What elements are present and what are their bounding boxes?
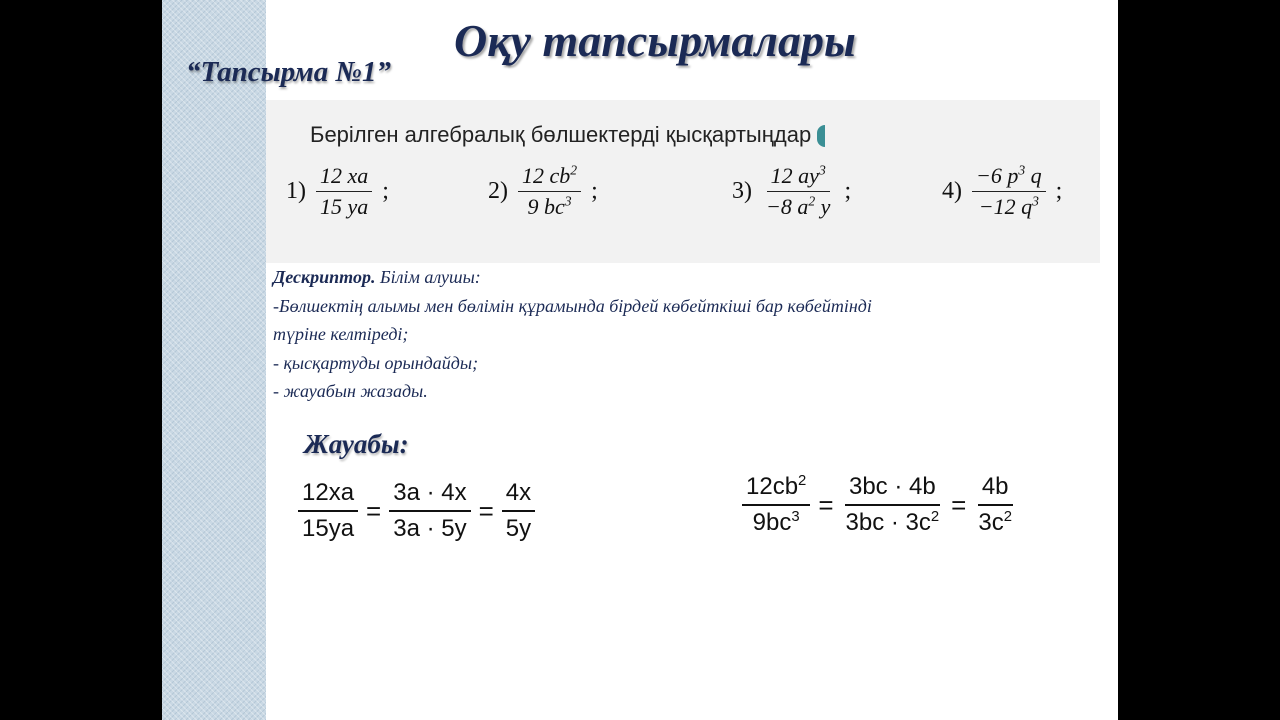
fraction: $\frac{12 xa}{15 ya}$ (316, 164, 372, 219)
textbook-excerpt-image (266, 100, 1100, 263)
decorative-side-strip (162, 0, 266, 720)
fraction: $\frac{12cb^2}{9bc^3}$ (742, 474, 810, 537)
fraction: $\frac{3bc \cdot 4b}{3bc \cdot 3c^2}$ (845, 473, 940, 537)
slide-title: Оқу тапсырмалары (454, 15, 856, 66)
problem-3: 3) $\frac{12 ay^3}{-8 a^2 y}$ ; (732, 162, 852, 220)
slide (162, 0, 1118, 720)
problem-4: 4) $\frac{-6 p^3 q}{-12 q^3}$ ; (942, 162, 1063, 220)
descriptor-line: түріне келтіреді; (273, 324, 409, 344)
fraction: $\frac{-6 p^3 q}{-12 q^3}$ (972, 164, 1046, 219)
fraction: $\frac{4x}{5y}$ (502, 480, 535, 543)
fraction: $\frac{12 ay^3}{-8 a^2 y}$ (766, 162, 831, 220)
cut-off-marker (817, 125, 825, 147)
descriptor-heading-line: Дескриптор. Білім алушы: (273, 267, 481, 287)
descriptor-line: - жауабын жазады. (273, 381, 428, 401)
descriptor-line: - қысқартуды орындайды; (273, 352, 479, 373)
problem-1: 1) $\frac{12 xa}{15 ya}$ ; (286, 163, 389, 220)
descriptor-block (273, 263, 872, 406)
answer-label: Жауабы: (304, 429, 409, 459)
answer-equation-2: $\frac{12cb^2}{9bc^3}$ = $\frac{3bc \cdot 4b}{3bc \cdot 3c^2}$ = $\frac{4b}{3c^2}$ (742, 474, 1016, 537)
fraction: $\frac{4b}{3c^2}$ (978, 473, 1012, 537)
problem-2: 2) $\frac{12 cb^2}{9 bc^3}$ ; (488, 162, 598, 220)
fraction: $\frac{12xa}{15ya}$ (298, 480, 358, 543)
textbook-instruction: Берілген алгебралық бөлшектерді қысқартыңдар (310, 122, 825, 148)
descriptor-line: -Бөлшектің алымы мен бөлімін құрамында бірдей көбейткіші бар көбейтінді (273, 295, 872, 316)
fraction: $\frac{12 cb^2}{9 bc^3}$ (518, 164, 581, 219)
answer-equation-1: $\frac{12xa}{15ya}$ = $\frac{3a \cdot 4x}{3a \cdot 5y}$ = $\frac{4x}{5y}$ (298, 480, 535, 543)
fraction: $\frac{3a \cdot 4x}{3a \cdot 5y}$ (389, 480, 470, 543)
task-subtitle: “Тапсырма №1” (186, 56, 391, 88)
